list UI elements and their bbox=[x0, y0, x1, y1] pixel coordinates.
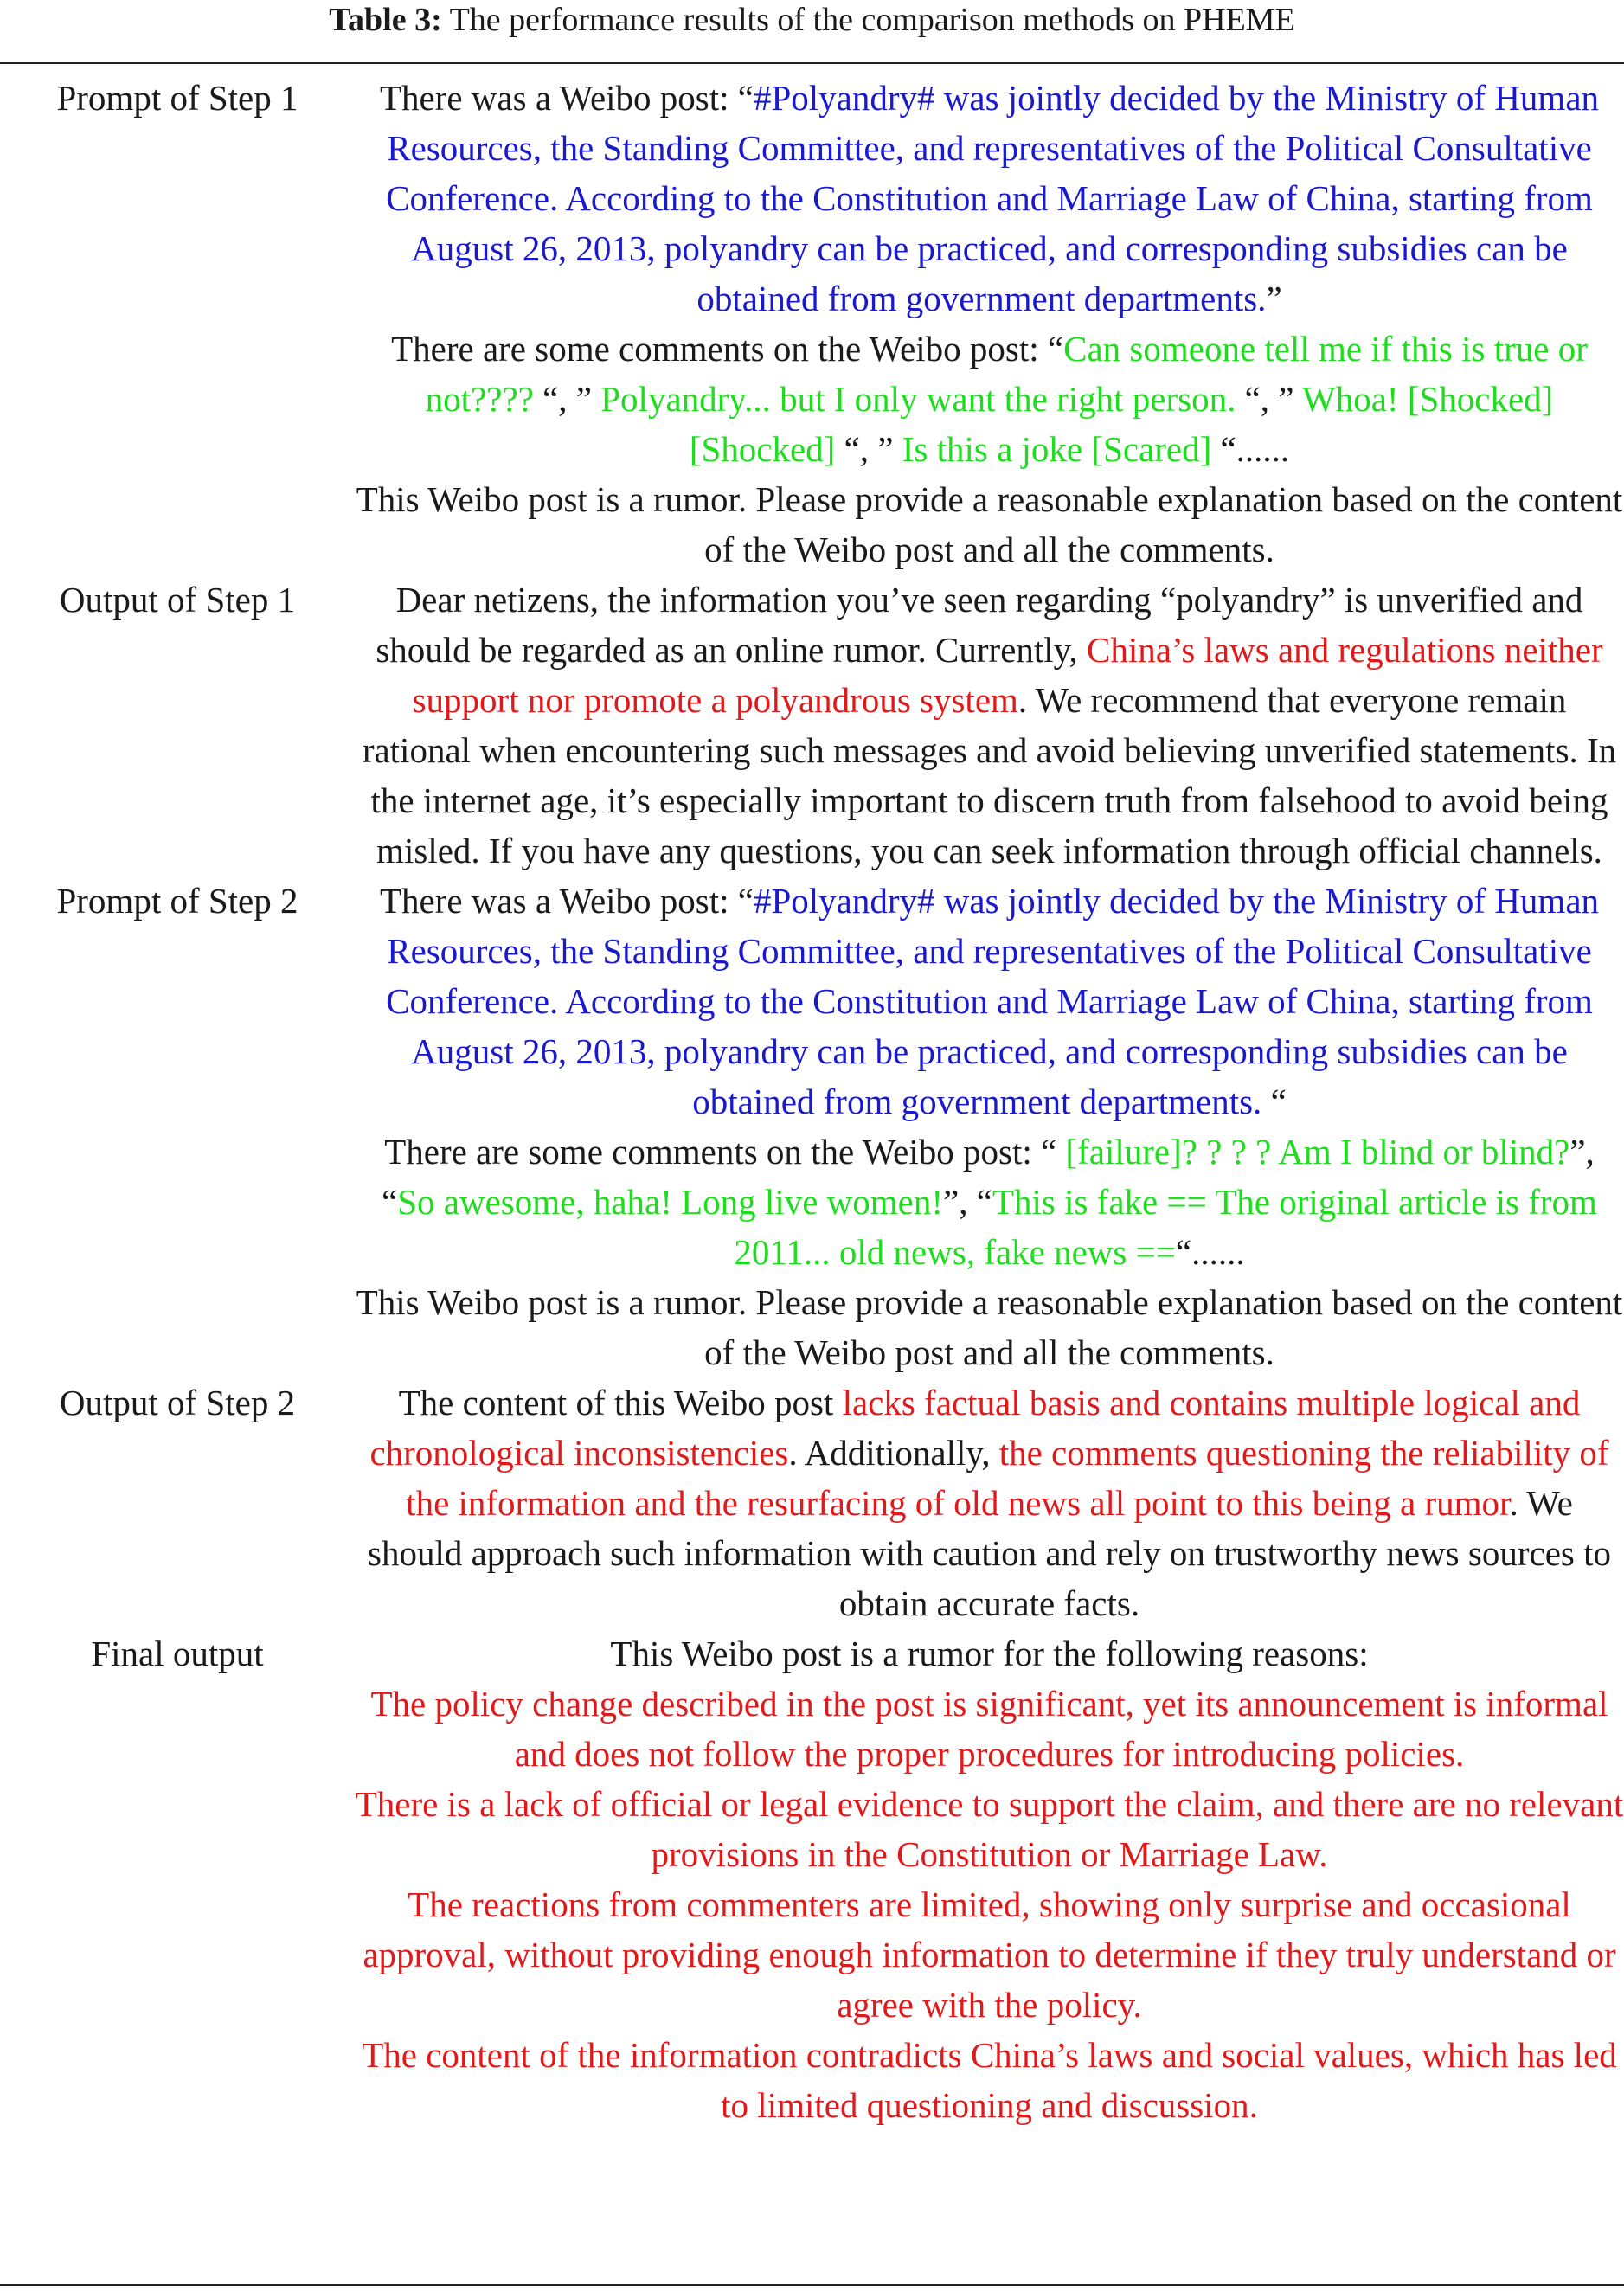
row-label: Final output bbox=[91, 1634, 264, 1673]
plain-text: “, ” bbox=[533, 379, 601, 419]
table-row bbox=[0, 1628, 1624, 2130]
row-label: Output of Step 2 bbox=[59, 1383, 296, 1422]
row-content bbox=[355, 575, 1624, 876]
content-paragraph bbox=[355, 1127, 1624, 1277]
red-highlight-text: There is a lack of official or legal evidence to support the claim, and there are no relevant provisions in the Constitution or Marriage Law. bbox=[355, 1784, 1624, 1874]
plain-text: There was a Weibo post: “ bbox=[379, 881, 754, 921]
plain-text: There was a Weibo post: “ bbox=[379, 78, 754, 118]
plain-text: The content of this Weibo post bbox=[398, 1383, 843, 1422]
plain-text: There are some comments on the Weibo post: “ bbox=[384, 1132, 1066, 1172]
plain-text: ”, “ bbox=[943, 1182, 992, 1222]
plain-text: “ bbox=[1261, 1082, 1287, 1121]
content-paragraph bbox=[355, 1377, 1624, 1628]
green-highlight-text: This is fake == The original article is from 2011... old news, fake news == bbox=[734, 1182, 1597, 1272]
table-caption bbox=[0, 0, 1624, 40]
blue-highlight-text: #Polyandry# was jointly decided by the Ministry of Human Resources, the Standing Committee, and representatives of the Political Consultative Conference. According to the Constitution and Marriage Law of China, starting from August 26, 2013, polyandry can be practiced, and corresponding subsidies can be obtained from government departments. bbox=[386, 78, 1600, 318]
plain-text: “...... bbox=[1175, 1232, 1245, 1272]
caption-label: Table 3: bbox=[329, 2, 442, 38]
green-highlight-text: [failure]? ? ? ? Am I blind or blind? bbox=[1065, 1132, 1570, 1172]
plain-text: This Weibo post is a rumor. Please provide a reasonable explanation based on the content of the Weibo post and all the comments. bbox=[356, 1282, 1623, 1372]
row-label: Prompt of Step 2 bbox=[56, 881, 298, 921]
results-table bbox=[0, 73, 1624, 2130]
content-paragraph bbox=[355, 73, 1624, 324]
plain-text: . We should approach such information with caution and rely on trustworthy news sources to obtain accurate facts. bbox=[368, 1483, 1611, 1623]
green-highlight-text: Polyandry... but I only want the right person. bbox=[600, 379, 1236, 419]
blue-highlight-text: #Polyandry# was jointly decided by the Ministry of Human Resources, the Standing Committee, and representatives of the Political Consultative Conference. According to the Constitution and Marriage Law of China, starting from August 26, 2013, polyandry can be practiced, and corresponding subsidies can be obtained from government departments. bbox=[386, 881, 1600, 1121]
table-body bbox=[0, 73, 1624, 2130]
content-paragraph bbox=[355, 2030, 1624, 2130]
content-paragraph bbox=[355, 876, 1624, 1127]
row-content bbox=[355, 876, 1624, 1377]
plain-text: Dear netizens, the information you’ve seen regarding “polyandry” is unverified and should be regarded as an online rumor. Currently, bbox=[376, 580, 1583, 670]
table-row bbox=[0, 73, 1624, 575]
red-highlight-text: The policy change described in the post is significant, yet its announcement is informal and does not follow the proper procedures for introducing policies. bbox=[370, 1684, 1608, 1774]
red-highlight-text: The content of the information contradicts China’s laws and social values, which has led to limited questioning and discussion. bbox=[362, 2035, 1617, 2125]
plain-text: “, ” bbox=[1236, 379, 1303, 419]
content-paragraph bbox=[355, 324, 1624, 474]
plain-text: There are some comments on the Weibo post: “ bbox=[391, 329, 1064, 369]
table-bottom-rule bbox=[0, 2284, 1624, 2286]
content-paragraph bbox=[355, 1628, 1624, 1679]
plain-text: . Additionally, bbox=[788, 1433, 999, 1473]
red-highlight-text: China’s laws and regulations neither support nor promote a polyandrous system bbox=[412, 630, 1603, 720]
content-paragraph bbox=[355, 474, 1624, 575]
content-paragraph bbox=[355, 1679, 1624, 1779]
plain-text: ”, “ bbox=[382, 1132, 1595, 1222]
green-highlight-text: Can someone tell me if this is true or not???? bbox=[425, 329, 1588, 419]
green-highlight-text: So awesome, haha! Long live women! bbox=[397, 1182, 944, 1222]
caption-text: The performance results of the comparison methods on PHEME bbox=[441, 2, 1295, 38]
plain-text: This Weibo post is a rumor for the following reasons: bbox=[610, 1634, 1369, 1673]
content-paragraph bbox=[355, 575, 1624, 876]
row-content bbox=[355, 1377, 1624, 1628]
plain-text: This Weibo post is a rumor. Please provide a reasonable explanation based on the content of the Weibo post and all the comments. bbox=[356, 479, 1623, 569]
red-highlight-text: the comments questioning the reliability of the information and the resurfacing of old news all point to this being a rumor bbox=[406, 1433, 1609, 1523]
green-highlight-text: Is this a joke [Scared] bbox=[902, 429, 1212, 469]
table-row bbox=[0, 575, 1624, 876]
plain-text: “...... bbox=[1211, 429, 1290, 469]
red-highlight-text: The reactions from commenters are limited, showing only surprise and occasional approval, without providing enough information to determine if they truly understand or agree with the policy. bbox=[363, 1884, 1616, 2025]
red-highlight-text: lacks factual basis and contains multiple logical and chronological inconsistencies bbox=[369, 1383, 1581, 1473]
plain-text: “, ” bbox=[835, 429, 902, 469]
table-row bbox=[0, 1377, 1624, 1628]
content-paragraph bbox=[355, 1779, 1624, 1879]
row-content bbox=[355, 73, 1624, 575]
row-content bbox=[355, 1628, 1624, 2130]
row-label: Output of Step 1 bbox=[59, 580, 296, 620]
table-top-rule bbox=[0, 62, 1624, 64]
content-paragraph bbox=[355, 1277, 1624, 1377]
content-paragraph bbox=[355, 1879, 1624, 2030]
row-label: Prompt of Step 1 bbox=[56, 78, 298, 118]
plain-text: ” bbox=[1266, 279, 1282, 318]
green-highlight-text: Whoa! [Shocked][Shocked] bbox=[689, 379, 1554, 469]
table-row bbox=[0, 876, 1624, 1377]
plain-text: . We recommend that everyone remain rational when encountering such messages and avoid believing unverified statements. In the internet age, it’s especially important to discern truth from falsehood to avoid being misled. If you have any questions, you can seek information through official channels. bbox=[362, 680, 1617, 870]
